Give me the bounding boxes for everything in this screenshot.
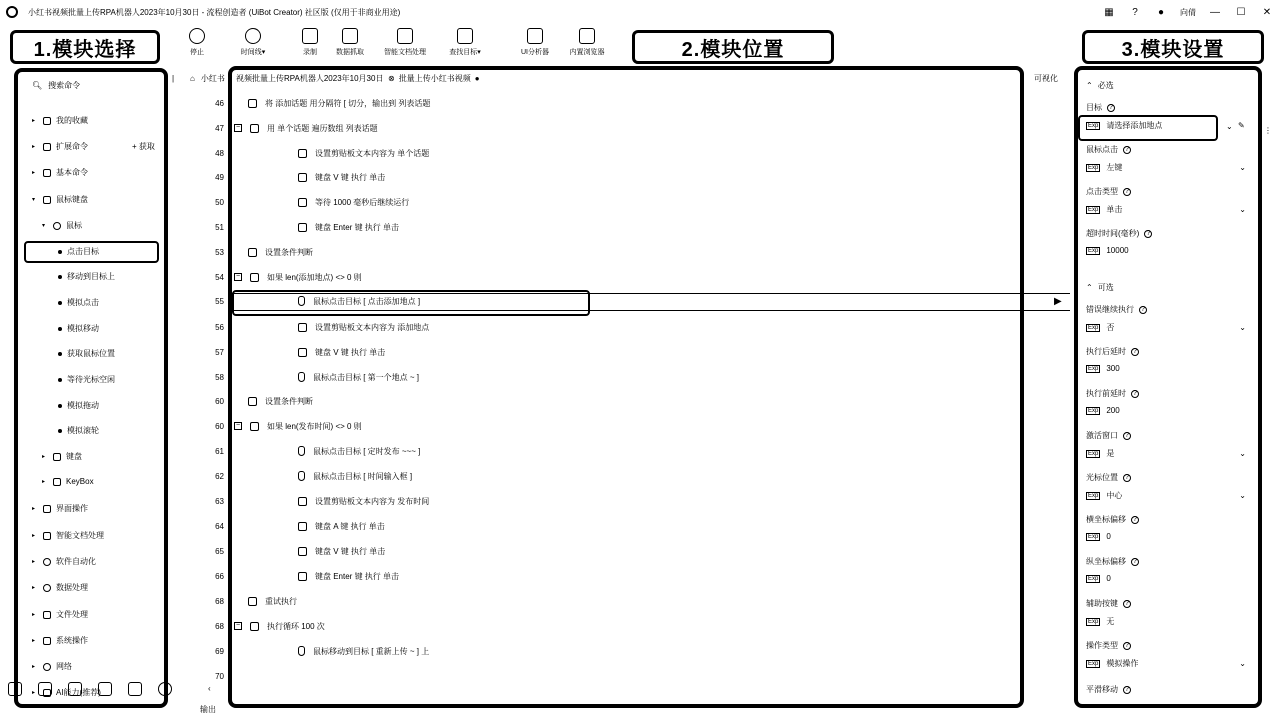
code-text: 鼠标点击目标 [ 点击添加地点 ] xyxy=(313,296,421,306)
code-text: 设置剪贴板文本内容为 发布时间 xyxy=(315,496,430,506)
line-number: 66 xyxy=(215,571,224,581)
command-item[interactable]: 模拟点击 xyxy=(58,297,99,308)
user-icon[interactable]: ● xyxy=(1157,6,1165,18)
panel-edge-mark: | xyxy=(172,74,175,83)
if-icon xyxy=(250,273,259,282)
tree-item[interactable]: ▸ 界面操作 xyxy=(32,504,88,513)
mouse-icon xyxy=(298,446,305,456)
code-line[interactable] xyxy=(190,393,313,409)
tree-item[interactable]: ▸ 基本命令 xyxy=(32,168,88,177)
code-text: 执行循环 100 次 xyxy=(267,621,325,631)
clipboard-icon xyxy=(298,323,307,332)
code-line[interactable] xyxy=(190,593,297,609)
tab-active[interactable]: ⊗ 批量上传小红书视频 ● xyxy=(388,74,480,83)
loop-icon xyxy=(250,622,259,631)
code-text: 设置剪贴板文本内容为 单个话题 xyxy=(315,148,430,158)
line-number: 60 xyxy=(215,421,224,431)
field-label: 辅助按键 ? xyxy=(1086,598,1131,609)
field-label: 目标 ? xyxy=(1086,102,1115,113)
expression-toggle[interactable]: Exp xyxy=(1088,247,1099,254)
tree-item[interactable]: ▸ 网络 xyxy=(32,662,72,671)
command-item[interactable]: 移动到目标上 xyxy=(58,271,115,282)
line-number: 56 xyxy=(215,322,224,332)
code-line[interactable] xyxy=(190,293,421,309)
clock-icon xyxy=(245,28,261,44)
help-icon[interactable]: ? xyxy=(1131,558,1139,566)
expression-toggle[interactable]: Exp xyxy=(1088,575,1099,582)
help-icon[interactable]: ? xyxy=(1131,348,1139,356)
tree-item[interactable]: ▸ 扩展命令 xyxy=(32,142,88,151)
code-line[interactable] xyxy=(190,219,400,235)
close-icon[interactable]: ✕ xyxy=(1262,6,1272,18)
code-line[interactable] xyxy=(190,145,430,161)
clipboard-icon xyxy=(298,149,307,158)
line-number: 51 xyxy=(215,222,224,232)
expression-toggle[interactable]: Exp xyxy=(1088,492,1099,499)
tree-item[interactable]: ▸ 文件处理 xyxy=(32,610,88,619)
code-line[interactable] xyxy=(190,518,385,534)
code-line[interactable] xyxy=(190,618,325,634)
tree-item[interactable]: ▸ 数据处理 xyxy=(32,583,88,592)
line-number: 69 xyxy=(215,646,224,656)
maximize-icon[interactable]: ☐ xyxy=(1236,6,1246,18)
tree-item[interactable]: ▸ 系统操作 xyxy=(32,636,88,645)
keyboard-icon xyxy=(298,348,307,357)
field-label: 横坐标偏移 ? xyxy=(1086,514,1139,525)
code-text: 键盘 A 键 执行 单击 xyxy=(315,521,385,531)
code-text: 键盘 Enter 键 执行 单击 xyxy=(315,571,400,581)
tree-item[interactable]: ▸ KeyBox xyxy=(42,477,94,486)
target-dropdown-icon[interactable]: ⌄ xyxy=(1226,122,1233,131)
code-text: 设置条件判断 xyxy=(265,396,313,406)
add-extension-button[interactable]: + 获取 xyxy=(132,142,155,151)
field-value[interactable]: Exp 200 xyxy=(1088,406,1120,415)
field-value[interactable]: Exp 单击 ⌄ xyxy=(1088,205,1246,214)
split-icon xyxy=(248,99,257,108)
code-line[interactable] xyxy=(190,468,413,484)
stop-button[interactable]: 停止 xyxy=(172,28,222,57)
help-circle-icon[interactable] xyxy=(158,682,172,696)
field-value[interactable]: Exp 0 xyxy=(1088,532,1111,541)
record-icon xyxy=(302,28,318,44)
field-label: 执行后延时 ? xyxy=(1086,346,1139,357)
line-number: 65 xyxy=(215,546,224,556)
settings-icon[interactable] xyxy=(8,682,22,696)
help-icon[interactable]: ? xyxy=(1123,474,1131,482)
command-item[interactable]: 获取鼠标位置 xyxy=(58,348,115,359)
help-icon[interactable]: ? xyxy=(1144,230,1152,238)
field-value[interactable]: Exp 请选择添加地点 xyxy=(1088,121,1163,130)
code-line[interactable] xyxy=(190,418,362,434)
breadcrumb xyxy=(190,73,225,84)
expression-toggle[interactable]: Exp xyxy=(1088,450,1099,457)
code-line[interactable] xyxy=(190,369,420,385)
line-number: 68 xyxy=(215,596,224,606)
code-line[interactable] xyxy=(190,319,430,335)
code-line[interactable] xyxy=(190,643,430,659)
label-module-settings: 3.模块设置 xyxy=(1082,30,1264,64)
code-text: 键盘 Enter 键 执行 单击 xyxy=(315,222,400,232)
chevron-down-icon[interactable]: ⌄ xyxy=(1239,205,1246,214)
help-icon[interactable]: ? xyxy=(1123,432,1131,440)
window-title: 小红书视频批量上传RPA机器人2023年10月30日 - 流程创造者 (UiBot Creator) 社区版 (仅用于非商业用途) xyxy=(28,7,401,17)
expression-toggle[interactable]: Exp xyxy=(1088,407,1099,414)
field-value[interactable]: Exp 300 xyxy=(1088,364,1120,373)
expression-toggle[interactable]: Exp xyxy=(1088,660,1099,667)
chevron-down-icon[interactable]: ⌄ xyxy=(1239,491,1246,500)
mouse-icon xyxy=(298,471,305,481)
tree-item[interactable]: ▸ 键盘 xyxy=(42,452,82,461)
mouse-icon xyxy=(298,296,305,306)
field-label: 平滑移动 ? xyxy=(1086,684,1131,695)
collapse-toggle-icon[interactable]: − xyxy=(235,622,241,629)
ui-analyzer-icon xyxy=(527,28,543,44)
code-line[interactable] xyxy=(190,443,421,459)
user-name[interactable]: 向倩 xyxy=(1180,7,1196,17)
tree-item[interactable]: ▾ 鼠标 xyxy=(42,221,82,230)
home-icon: ⌂ xyxy=(190,74,195,83)
field-label: 光标位置 ? xyxy=(1086,472,1131,483)
breadcrumb-root[interactable]: 小红书 xyxy=(200,74,225,83)
comment-icon xyxy=(248,248,257,257)
tree-item[interactable]: ▸ AI能力(推荐) xyxy=(32,688,101,697)
field-label: 执行前延时 ? xyxy=(1086,388,1139,399)
robot-icon[interactable] xyxy=(38,682,52,696)
smart-document-button[interactable]: 智能文档处理 xyxy=(380,28,430,57)
command-item[interactable]: 模拟拖动 xyxy=(58,400,99,411)
help-icon[interactable]: ? xyxy=(1123,146,1131,154)
field-value[interactable]: Exp 0 xyxy=(1088,574,1111,583)
module-position-panel xyxy=(228,66,1024,708)
collapse-toggle-icon[interactable]: − xyxy=(235,273,241,280)
code-line[interactable] xyxy=(190,95,431,111)
bug-icon[interactable] xyxy=(68,682,82,696)
builtin-browser-button[interactable]: 内置浏览器 xyxy=(562,28,612,57)
line-number: 47 xyxy=(215,123,224,133)
label-module-select: 1.模块选择 xyxy=(10,30,160,64)
help-icon[interactable]: ? xyxy=(1123,600,1131,608)
help-icon[interactable]: ? xyxy=(1123,642,1131,650)
line-number: 68 xyxy=(215,621,224,631)
code-line[interactable] xyxy=(190,493,430,509)
mouse-icon xyxy=(298,646,305,656)
tree-item[interactable]: ▸ 智能文档处理 xyxy=(32,531,104,540)
code-text: 键盘 V 键 执行 单击 xyxy=(315,347,386,357)
stop-icon xyxy=(189,28,205,44)
field-label: 激活窗口 ? xyxy=(1086,430,1131,441)
visual-toggle[interactable]: 可视化 xyxy=(1034,74,1058,83)
search-box[interactable] xyxy=(32,80,80,91)
collapse-toggle-icon[interactable]: − xyxy=(235,422,241,429)
comment-icon xyxy=(248,597,257,606)
line-number: 49 xyxy=(215,172,224,182)
line-number: 64 xyxy=(215,521,224,531)
command-click-target[interactable]: 点击目标 xyxy=(58,246,99,257)
field-value[interactable]: Exp 模拟操作 ⌄ xyxy=(1088,659,1246,668)
line-number: 53 xyxy=(215,247,224,257)
expression-toggle[interactable]: Exp xyxy=(1088,618,1099,625)
field-label: 纵坐标偏移 ? xyxy=(1086,556,1139,567)
label-module-position: 2.模块位置 xyxy=(632,30,834,64)
data-scrape-icon xyxy=(342,28,358,44)
line-number: 50 xyxy=(215,197,224,207)
line-number: 62 xyxy=(215,471,224,481)
field-label: 鼠标点击 ? xyxy=(1086,144,1131,155)
document-icon xyxy=(397,28,413,44)
code-line[interactable] xyxy=(190,668,224,684)
code-line[interactable] xyxy=(190,543,386,559)
tree-item[interactable]: ▸ 软件自动化 xyxy=(32,557,96,566)
field-value[interactable]: Exp 是 ⌄ xyxy=(1088,449,1246,458)
file-tab[interactable]: 视频批量上传RPA机器人2023年10月30日 xyxy=(236,74,384,83)
code-text: 鼠标移动到目标 [ 重新上传 ~ ] 上 xyxy=(313,646,430,656)
search-input[interactable]: 搜索命令 xyxy=(48,81,81,90)
chevron-down-icon[interactable]: ⌄ xyxy=(1239,163,1246,172)
expression-toggle[interactable]: Exp xyxy=(1088,365,1099,372)
code-line[interactable] xyxy=(190,568,400,584)
line-number: 61 xyxy=(215,446,224,456)
keyboard-icon xyxy=(298,547,307,556)
video-icon[interactable] xyxy=(98,682,112,696)
title-bar xyxy=(0,0,1280,24)
edit-target-icon[interactable]: ✎ xyxy=(1238,121,1245,130)
code-text: 用 单个话题 遍历数组 列表话题 xyxy=(267,123,378,133)
code-text: 将 添加话题 用分隔符 [ 切分，输出到 列表话题 xyxy=(265,98,431,108)
line-number: 54 xyxy=(215,272,224,282)
line-number: 57 xyxy=(215,347,224,357)
keyboard-icon xyxy=(298,223,307,232)
command-item[interactable]: 模拟滚轮 xyxy=(58,425,99,436)
keyboard-icon xyxy=(298,522,307,531)
keyboard-icon xyxy=(298,572,307,581)
output-tab[interactable]: 输出 xyxy=(200,705,216,714)
expression-toggle[interactable]: Exp xyxy=(1088,533,1099,540)
comment-icon xyxy=(248,397,257,406)
minimize-icon[interactable]: — xyxy=(1210,6,1220,18)
expression-toggle[interactable]: Exp xyxy=(1088,324,1099,331)
app-icon xyxy=(6,6,18,18)
keyboard-icon xyxy=(298,173,307,182)
code-text: 重试执行 xyxy=(265,596,297,606)
help-icon[interactable]: ? xyxy=(1123,686,1131,694)
find-target-button[interactable]: 查找目标▾ xyxy=(440,28,490,57)
field-label: 超时时间(毫秒) ? xyxy=(1086,228,1152,239)
tree-item[interactable]: ▸ 我的收藏 xyxy=(32,116,88,125)
code-line[interactable] xyxy=(190,344,386,360)
field-value[interactable]: Exp 否 ⌄ xyxy=(1088,323,1246,332)
data-scrape-button[interactable]: 数据抓取 xyxy=(325,28,375,57)
line-number: 63 xyxy=(215,496,224,506)
code-line[interactable] xyxy=(190,169,386,185)
code-text: 设置条件判断 xyxy=(265,247,313,257)
run-line-icon[interactable]: ▶ xyxy=(1054,296,1062,307)
expression-toggle[interactable]: Exp xyxy=(1088,164,1099,171)
field-label: 错误继续执行 ? xyxy=(1086,304,1147,315)
code-text: 鼠标点击目标 [ 第一个地点 ~ ] xyxy=(313,372,420,382)
field-label: 操作类型 ? xyxy=(1086,640,1131,651)
code-text: 如果 len(发布时间) <> 0 则 xyxy=(267,421,362,431)
timeline-button[interactable]: 时间线▾ xyxy=(228,28,278,57)
expression-toggle[interactable]: Exp xyxy=(1088,122,1099,129)
find-target-icon xyxy=(457,28,473,44)
help-icon[interactable]: ? xyxy=(1107,104,1115,112)
code-text: 键盘 V 键 执行 单击 xyxy=(315,546,386,556)
loop-icon xyxy=(250,124,259,133)
line-number: 55 xyxy=(215,296,224,306)
command-item[interactable]: 等待光标空闲 xyxy=(58,374,115,385)
browser-icon xyxy=(579,28,595,44)
field-value[interactable]: Exp 左键 ⌄ xyxy=(1088,163,1246,172)
if-icon xyxy=(250,422,259,431)
clipboard-icon xyxy=(298,497,307,506)
field-value[interactable]: Exp 中心 ⌄ xyxy=(1088,491,1246,500)
code-line[interactable] xyxy=(190,269,362,285)
chevron-down-icon[interactable]: ⌄ xyxy=(1239,323,1246,332)
grid-icon[interactable]: ▦ xyxy=(1104,6,1114,18)
field-value[interactable]: Exp 10000 xyxy=(1088,246,1129,255)
expression-toggle[interactable]: Exp xyxy=(1088,206,1099,213)
code-text: 等待 1000 毫秒后继续运行 xyxy=(315,197,410,207)
tree-item[interactable]: ▾ 鼠标键盘 xyxy=(32,195,88,204)
screen-icon[interactable] xyxy=(128,682,142,696)
line-number: 70 xyxy=(215,671,224,681)
line-number: 58 xyxy=(215,372,224,382)
line-number: 60 xyxy=(215,396,224,406)
help-icon[interactable]: ? xyxy=(1123,188,1131,196)
optional-section[interactable]: ⌃ 可选 xyxy=(1086,283,1114,292)
help-icon[interactable]: ? xyxy=(1139,306,1147,314)
code-line[interactable] xyxy=(190,194,410,210)
field-label: 点击类型 ? xyxy=(1086,186,1131,197)
help-icon[interactable]: ? xyxy=(1131,516,1139,524)
right-edge-tab[interactable]: ⋮ xyxy=(1264,126,1272,135)
code-line[interactable] xyxy=(190,120,378,136)
help-icon[interactable]: ? xyxy=(1132,6,1138,18)
help-icon[interactable]: ? xyxy=(1131,390,1139,398)
line-number: 46 xyxy=(215,98,224,108)
left-bottom-bar xyxy=(8,682,172,696)
wait-icon xyxy=(298,198,307,207)
code-text: 设置剪贴板文本内容为 添加地点 xyxy=(315,322,430,332)
collapse-toggle-icon[interactable]: − xyxy=(235,124,241,131)
line-number: 48 xyxy=(215,148,224,158)
chevron-down-icon[interactable]: ⌄ xyxy=(1239,449,1246,458)
record-button[interactable]: 录制 xyxy=(285,28,335,57)
command-item[interactable]: 模拟移动 xyxy=(58,323,99,334)
search-icon: 🔍︎ xyxy=(32,81,43,90)
code-line[interactable] xyxy=(190,244,313,260)
code-text: 鼠标点击目标 [ 时间输入框 ] xyxy=(313,471,413,481)
flow-icon: ⊗ xyxy=(388,74,395,83)
field-value[interactable]: Exp 无 xyxy=(1088,617,1115,626)
mouse-icon xyxy=(298,372,305,382)
collapse-arrow-icon[interactable]: ‹ xyxy=(208,684,211,693)
chevron-down-icon[interactable]: ⌄ xyxy=(1239,659,1246,668)
required-section[interactable]: ⌃ 必选 xyxy=(1086,81,1114,90)
code-text: 鼠标点击目标 [ 定时发布 ~~~ ] xyxy=(313,446,421,456)
code-text: 如果 len(添加地点) <> 0 则 xyxy=(267,272,362,282)
ui-analyzer-button[interactable]: UI分析器 xyxy=(510,28,560,57)
code-text: 键盘 V 键 执行 单击 xyxy=(315,172,386,182)
